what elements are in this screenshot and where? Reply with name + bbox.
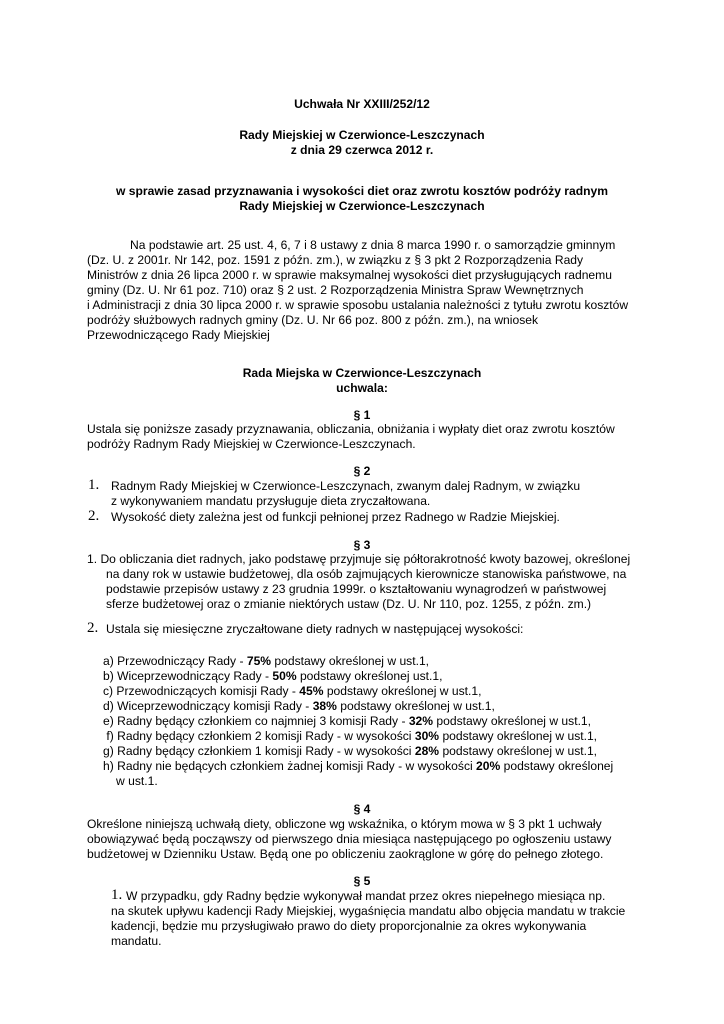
section-5-line: kadencji, będzie mu przysługiwało prawo do diety proporcjonalnie za okres wykonywania (111, 919, 587, 933)
section-4-line: budżetowej w Dzienniku Ustaw. Będą one po obliczeniu zaokrąglone w górę do pełnego złotego. (87, 847, 604, 861)
section-3-heading: § 3 (353, 538, 371, 552)
list-item-continuation: w ust.1. (116, 774, 158, 788)
section-5-item-1-number: 1. (111, 887, 123, 903)
section-3-p2-text: Ustala się miesięczne zryczałtowane diety radnych w następującej wysokości: (106, 622, 524, 636)
section-2-heading: § 2 (353, 464, 371, 478)
section-4-line: obowiązywać będą począwszy od pierwszego dnia miesiąca następującego po ogłoszeniu ustawy (87, 832, 612, 846)
section-5-line: W przypadku, gdy Radny będzie wykonywał mandat przez okres niepełnego miesiąca np. (126, 889, 606, 903)
section-3-p1-line: sferze budżetowej oraz o zmianie niektórych ustaw (Dz. U. Nr 110, poz. 1255, z późn. zm.) (106, 597, 592, 611)
section-2-item-2-text: Wysokość diety zależna jest od funkcji pełnionej przez Radnego w Radzie Miejskiej. (111, 510, 560, 524)
section-2-item-1-line: z wykonywaniem mandatu przysługuje dieta zryczałtowana. (111, 494, 431, 508)
list-item: f) Radny będący członkiem 2 komisji Rady - w wysokości 30% podstawy określonej w ust.1, (103, 729, 598, 743)
decree-line-2: uchwala: (336, 381, 388, 395)
section-2-item-1-line: Radnym Rady Miejskiej w Czerwionce-Leszczynach, zwanym dalej Radnym, w związku (111, 479, 581, 493)
section-3-p1-line: na dany rok w ustawie budżetowej, dla osób zajmujących kierownicze stanowiska państwowe, na (106, 567, 627, 581)
resolution-date: z dnia 29 czerwca 2012 r. (290, 143, 434, 157)
list-item: c) Przewodniczących komisji Rady - 45% podstawy określonej w ust.1, (103, 684, 482, 698)
list-item: b) Wiceprzewodniczący Rady - 50% podstawy określonej ust.1, (103, 669, 443, 683)
section-1-line: podróży Radnym Rady Miejskiej w Czerwionce-Leszczynach. (87, 437, 416, 451)
council-name: Rady Miejskiej w Czerwionce-Leszczynach (239, 128, 485, 142)
resolution-number: Uchwała Nr XXIII/252/12 (294, 97, 430, 111)
section-3-p1-line: podstawie przepisów ustawy z 23 grudnia 1999r. o kształtowaniu wynagrodzeń w państwowej (106, 582, 607, 596)
section-1-line: Ustala się poniższe zasady przyznawania, obliczania, obniżania i wypłaty diet oraz zwrotu kosztów (87, 422, 615, 436)
list-item: d) Wiceprzewodniczący komisji Rady - 38% podstawy określonej w ust.1, (103, 699, 495, 713)
section-4-heading: § 4 (353, 802, 371, 816)
section-3-p1-line: 1. Do obliczania diet radnych, jako podstawę przyjmuje się półtorakrotność kwoty bazowej, określonej (87, 552, 631, 566)
preamble-line: Ministrów z dnia 26 lipca 2000 r. w sprawie maksymalnej wysokości diet przysługujących radnemu (87, 268, 612, 282)
subject-line-2: Rady Miejskiej w Czerwionce-Leszczynach (239, 199, 485, 213)
list-item: h) Radny nie będących członkiem żadnej komisji Rady - w wysokości 20% podstawy określonej (103, 759, 614, 773)
section-2-item-1-number: 1. (88, 477, 100, 493)
preamble-line: (Dz. U. z 2001r. Nr 142, poz. 1591 z późn. zm.), w związku z § 3 pkt 2 Rozporządzenia Rady (87, 253, 584, 267)
preamble-line: podróży służbowych radnych gminy (Dz. U. Nr 66 poz. 800 z późn. zm.), na wniosek (87, 313, 539, 327)
section-5-heading: § 5 (353, 874, 371, 888)
preamble-line: Przewodniczącego Rady Miejskiej (87, 328, 270, 342)
decree-line-1: Rada Miejska w Czerwionce-Leszczynach (242, 366, 482, 380)
section-1-heading: § 1 (353, 408, 371, 422)
section-3-p2-number: 2. (87, 620, 99, 636)
preamble-line: Na podstawie art. 25 ust. 4, 6, 7 i 8 ustawy z dnia 8 marca 1990 r. o samorządzie gminnym (130, 238, 616, 252)
preamble-line: gminy (Dz. U. Nr 61 poz. 710) oraz § 2 ust. 2 Rozporządzenia Ministra Spraw Wewnętrznych (87, 283, 584, 297)
list-item: e) Radny będący członkiem co najmniej 3 komisji Rady - 32% podstawy określonej w ust.1, (103, 714, 592, 728)
section-4-line: Określone niniejszą uchwałą diety, obliczone wg wskaźnika, o którym mowa w § 3 pkt 1 uchwały (87, 817, 602, 831)
list-item: a) Przewodniczący Rady - 75% podstawy określonej w ust.1, (103, 654, 430, 668)
section-2-item-2-number: 2. (88, 508, 100, 524)
preamble-line: i Administracji z dnia 30 lipca 2000 r. w sprawie sposobu ustalania należności z tytułu zwrotu kosztów (87, 298, 629, 312)
section-5-line: mandatu. (111, 934, 162, 948)
subject-line-1: w sprawie zasad przyznawania i wysokości diet oraz zwrotu kosztów podróży radnym (116, 184, 608, 198)
list-item: g) Radny będący członkiem 1 komisji Rady - w wysokości 28% podstawy określonej w ust.1, (103, 744, 598, 758)
section-5-line: na skutek upływu kadencji Rady Miejskiej, wygaśnięcia mandatu albo objęcia mandatu w trakcie (111, 904, 626, 918)
